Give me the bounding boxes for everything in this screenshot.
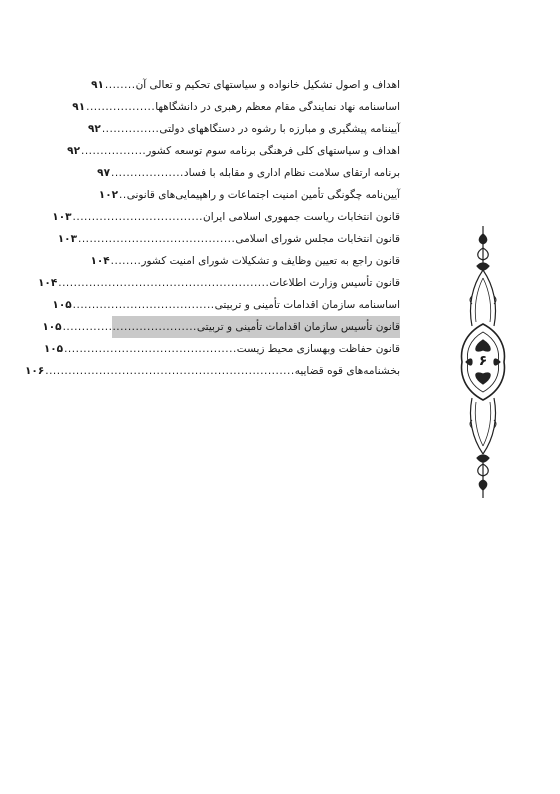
toc-leader-dots: ........ — [110, 255, 142, 267]
toc-entry-highlighted — [42, 316, 400, 338]
toc-entry — [52, 206, 400, 228]
page-number: ۶ — [478, 353, 488, 369]
toc-entry-title: قانون انتخابات مجلس شورای اسلامی — [235, 233, 400, 245]
toc-entry-title: قانون تأسیس سازمان اقدامات تأمینی و تربیتی — [196, 321, 400, 333]
toc-leader-dots: ............... — [101, 123, 160, 135]
toc-leader-dots: ................................... — [62, 321, 197, 333]
toc-entry-page: ۹۲ — [87, 123, 101, 135]
toc-entry — [43, 338, 400, 360]
toc-leader-dots: .................................. — [72, 211, 203, 223]
toc-entry-title: آیین‌نامه چگونگی تأمین امنیت اجتماعات و راهپیمایی‌های قانونی — [126, 189, 400, 201]
toc-entry — [67, 140, 400, 162]
toc-entry — [97, 162, 400, 184]
toc-entry-title: برنامه ارتقای سلامت نظام اداری و مقابله با فساد — [183, 167, 400, 179]
toc-leader-dots: ........ — [104, 79, 136, 91]
toc-entry-title: اساسنامه نهاد نمایندگی مقام معظم رهبری در دانشگاهها — [155, 101, 400, 113]
toc-entry — [90, 250, 400, 272]
toc-entry — [98, 184, 400, 206]
toc-entry-page: ۱۰۵ — [42, 321, 62, 333]
toc-entry-title: اهداف و اصول تشکیل خانواده و سیاستهای تحکیم و تعالی آن — [135, 79, 400, 91]
toc-leader-dots: ................... — [110, 167, 184, 179]
toc-leader-dots: ................. — [81, 145, 147, 157]
toc-entry — [38, 272, 400, 294]
toc-entry-title: بخشنامه‌های قوه قضاییه — [294, 365, 400, 377]
table-of-contents — [25, 74, 400, 382]
toc-leader-dots: .. — [119, 189, 127, 201]
toc-entry — [52, 294, 400, 316]
toc-entry-page: ۱۰۳ — [52, 211, 72, 223]
toc-entry-page: ۹۷ — [97, 167, 110, 179]
toc-leader-dots: ............................................. — [64, 343, 237, 355]
toc-leader-dots: ..................................... — [72, 299, 215, 311]
toc-entry-title: قانون تأسیس وزارت اطلاعات — [269, 277, 400, 289]
toc-entry-page: ۹۱ — [91, 79, 104, 91]
toc-entry — [25, 360, 400, 382]
toc-entry-title: آییننامه پیشگیری و مبارزه با رشوه در دستگاههای دولتی — [159, 123, 400, 135]
toc-entry-title: قانون راجع به تعیین وظایف و تشکیلات شورای امنیت کشور — [141, 255, 400, 267]
toc-entry-page: ۱۰۵ — [43, 343, 64, 355]
toc-entry-page: ۱۰۶ — [25, 365, 45, 377]
toc-entry — [87, 118, 400, 140]
toc-entry-page: ۱۰۴ — [38, 277, 58, 289]
toc-entry-title: قانون انتخابات ریاست جمهوری اسلامی ایران — [203, 211, 400, 223]
toc-leader-dots: ................................................................. — [45, 365, 295, 377]
toc-entry — [91, 74, 400, 96]
toc-entry-page: ۹۱ — [72, 101, 86, 113]
toc-entry-title: اساسنامه سازمان اقدامات تأمینی و تربیتی — [214, 299, 400, 311]
toc-entry — [57, 228, 400, 250]
toc-entry-title: اهداف و سیاستهای کلی فرهنگی برنامه سوم توسعه کشور — [146, 145, 400, 157]
toc-entry-title: قانون حفاظت وبهسازی محیط زیست — [236, 343, 400, 355]
toc-entry-page: ۱۰۲ — [98, 189, 119, 201]
toc-entry-page: ۱۰۴ — [90, 255, 110, 267]
toc-entry-page: ۱۰۵ — [52, 299, 72, 311]
toc-leader-dots: ......................................... — [77, 233, 236, 245]
toc-leader-dots: .................. — [86, 101, 156, 113]
toc-entry-page: ۹۲ — [67, 145, 80, 157]
toc-entry — [72, 96, 400, 118]
toc-leader-dots: ....................................................... — [58, 277, 270, 289]
toc-entry-page: ۱۰۳ — [57, 233, 77, 245]
